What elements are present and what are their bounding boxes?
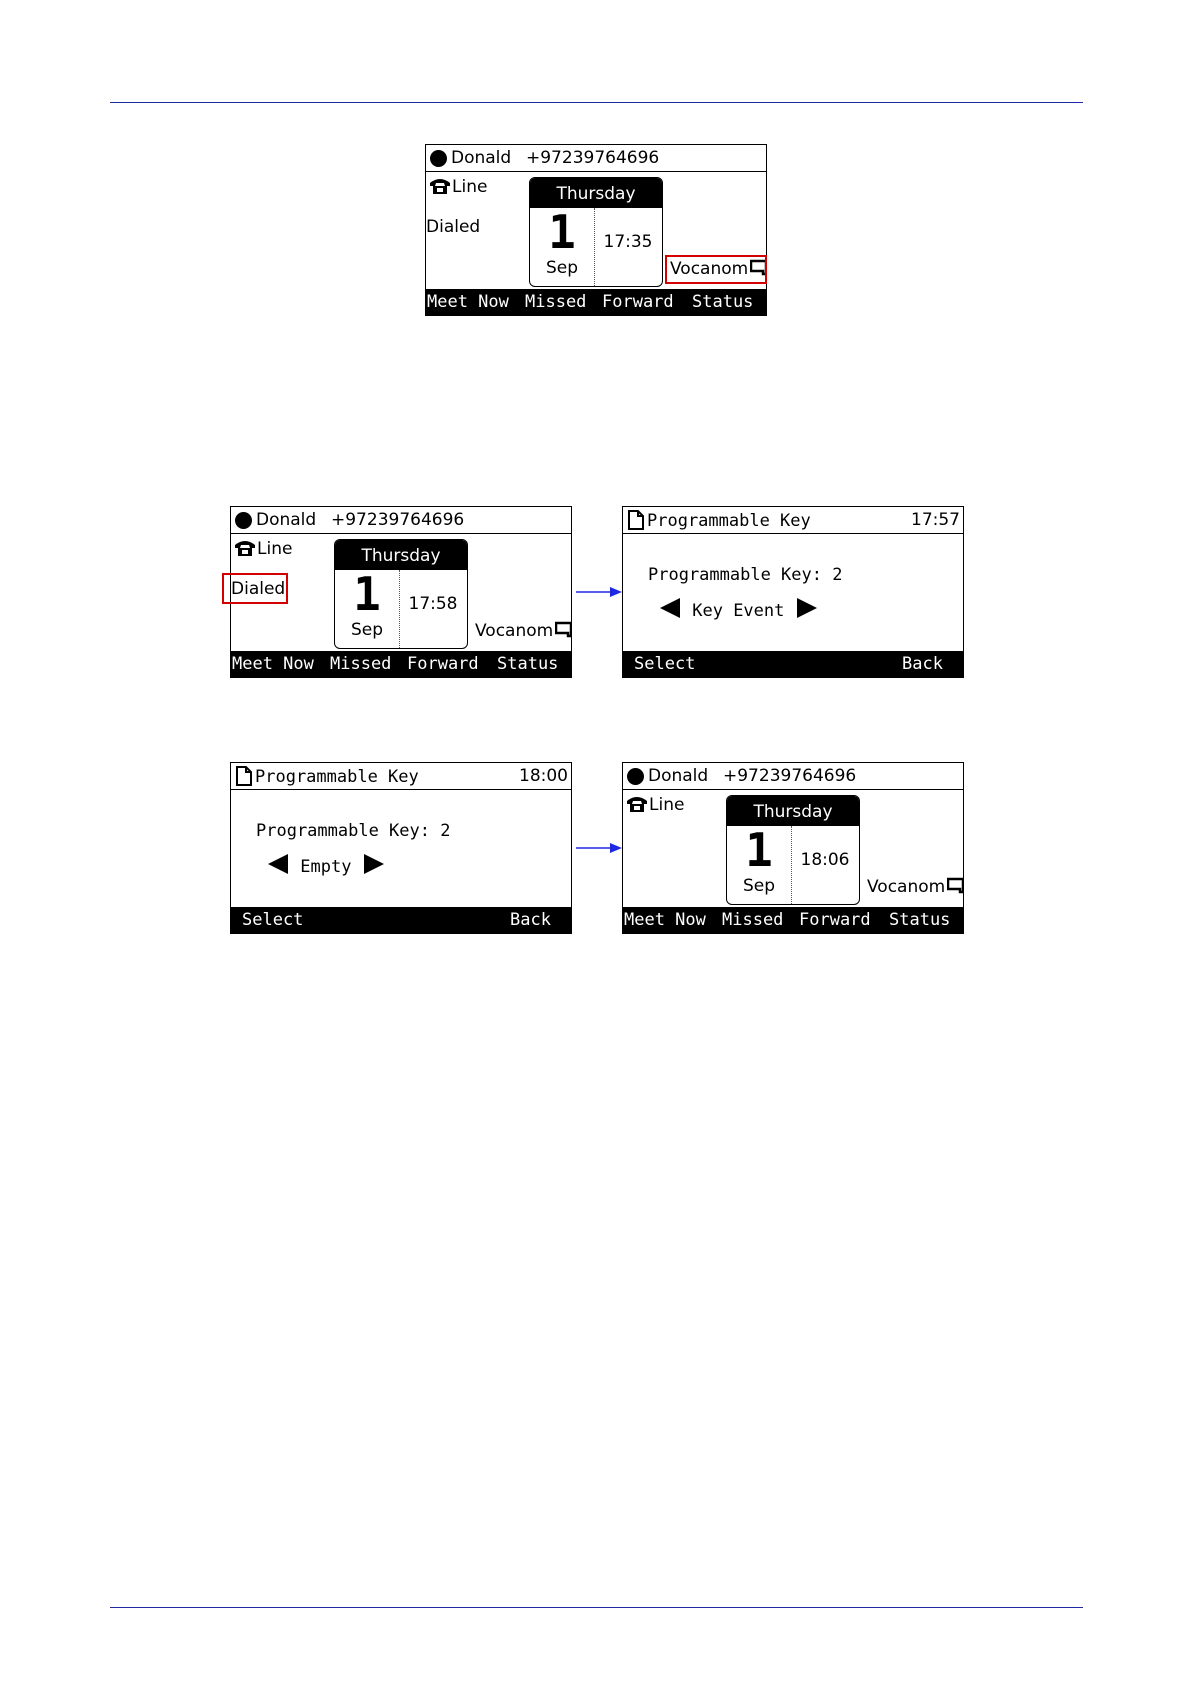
month: Sep: [742, 876, 776, 896]
line-row: [233, 539, 292, 559]
document-icon: [627, 510, 645, 530]
phone-icon: [625, 795, 649, 813]
line-label: Line: [257, 539, 293, 559]
footer-rule: [110, 1607, 1083, 1608]
presence-icon: [430, 150, 447, 167]
softkey-forward[interactable]: Forward: [407, 654, 479, 674]
softkey-status[interactable]: Status: [889, 910, 951, 930]
phone-screen-idle-dialed: [230, 506, 572, 678]
dialed-label[interactable]: Dialed: [231, 579, 286, 599]
programmable-key-label: Programmable Key: 2: [256, 821, 451, 841]
contact-name: Donald: [451, 148, 512, 168]
status-bar: [426, 145, 766, 172]
softkey-missed[interactable]: Missed: [722, 910, 784, 930]
phone-number: +97239764696: [331, 510, 465, 530]
status-bar: [231, 507, 571, 534]
line-row: [625, 795, 684, 815]
day-of-month: 1: [745, 823, 773, 877]
arrow-left-icon[interactable]: [266, 853, 290, 875]
line-label: Line: [452, 177, 488, 197]
arrow-right-icon: [576, 585, 622, 599]
contact-name: Donald: [648, 766, 709, 786]
calendar-widget: [529, 177, 663, 287]
highlight-box: [665, 255, 767, 284]
calendar-widget: [726, 795, 860, 905]
phone-number: +97239764696: [723, 766, 857, 786]
day-of-month: 1: [548, 205, 576, 259]
vocanom-label: Vocanom: [867, 877, 946, 897]
message-icon: [555, 621, 572, 638]
status-bar: [623, 763, 963, 790]
contact-name: Donald: [256, 510, 317, 530]
weekday: Thursday: [335, 540, 467, 570]
softkey-forward[interactable]: Forward: [799, 910, 871, 930]
phone-screen-prog-key-event: [622, 506, 964, 678]
softkey-status[interactable]: Status: [692, 292, 754, 312]
dialed-label: Dialed: [426, 217, 481, 237]
softkey-back[interactable]: Back: [510, 910, 551, 930]
softkey-back[interactable]: Back: [902, 654, 943, 674]
softkey-status[interactable]: Status: [497, 654, 559, 674]
screen-title: Programmable Key: [647, 511, 811, 531]
status-bar: [231, 763, 571, 790]
status-bar: [623, 507, 963, 534]
weekday: Thursday: [530, 178, 662, 208]
line-label: Line: [649, 795, 685, 815]
clock: 17:57: [911, 510, 960, 530]
softkey-bar: [426, 289, 766, 315]
arrow-left-icon[interactable]: [658, 597, 682, 619]
clock: 18:06: [800, 850, 850, 870]
arrow-right-icon[interactable]: [795, 597, 819, 619]
clock: 17:58: [408, 594, 458, 614]
day-of-month: 1: [353, 567, 381, 621]
clock: 18:00: [519, 766, 568, 786]
key-type-selector[interactable]: [658, 597, 819, 621]
phone-number: +97239764696: [526, 148, 660, 168]
month: Sep: [545, 258, 579, 278]
phone-screen-idle-vocanom: [425, 144, 767, 316]
presence-icon: [627, 768, 644, 785]
phone-icon: [428, 177, 452, 195]
softkey-bar: [623, 907, 963, 933]
softkey-meet-now[interactable]: Meet Now: [624, 910, 706, 930]
key-type-value: Key Event: [692, 601, 785, 621]
phone-icon: [233, 539, 257, 557]
softkey-bar: [231, 907, 571, 933]
softkey-forward[interactable]: Forward: [602, 292, 674, 312]
arrow-right-icon[interactable]: [362, 853, 386, 875]
programmable-key-label: Programmable Key: 2: [648, 565, 843, 585]
clock: 17:35: [603, 232, 653, 252]
weekday: Thursday: [727, 796, 859, 826]
vocanom-status: [475, 621, 572, 641]
softkey-select[interactable]: Select: [634, 654, 696, 674]
softkey-meet-now[interactable]: Meet Now: [427, 292, 509, 312]
arrow-right-icon: [576, 841, 622, 855]
document-icon: [235, 766, 253, 786]
softkey-missed[interactable]: Missed: [525, 292, 587, 312]
softkey-meet-now[interactable]: Meet Now: [232, 654, 314, 674]
month: Sep: [350, 620, 384, 640]
softkey-missed[interactable]: Missed: [330, 654, 392, 674]
presence-icon: [235, 512, 252, 529]
vocanom-status: [867, 877, 964, 897]
softkey-bar: [623, 651, 963, 677]
key-type-selector[interactable]: [266, 853, 386, 877]
calendar-widget: [334, 539, 468, 649]
header-rule: [110, 102, 1083, 103]
vocanom-label: Vocanom: [475, 621, 554, 641]
key-type-value: Empty: [300, 857, 352, 877]
phone-screen-prog-key-empty: [230, 762, 572, 934]
message-icon: [947, 877, 964, 894]
screen-title: Programmable Key: [255, 767, 419, 787]
softkey-select[interactable]: Select: [242, 910, 304, 930]
highlight-box: [222, 573, 288, 604]
softkey-bar: [231, 651, 571, 677]
line-row: [428, 177, 487, 197]
phone-screen-idle-result: [622, 762, 964, 934]
vocanom-label: Vocanom: [670, 259, 749, 279]
